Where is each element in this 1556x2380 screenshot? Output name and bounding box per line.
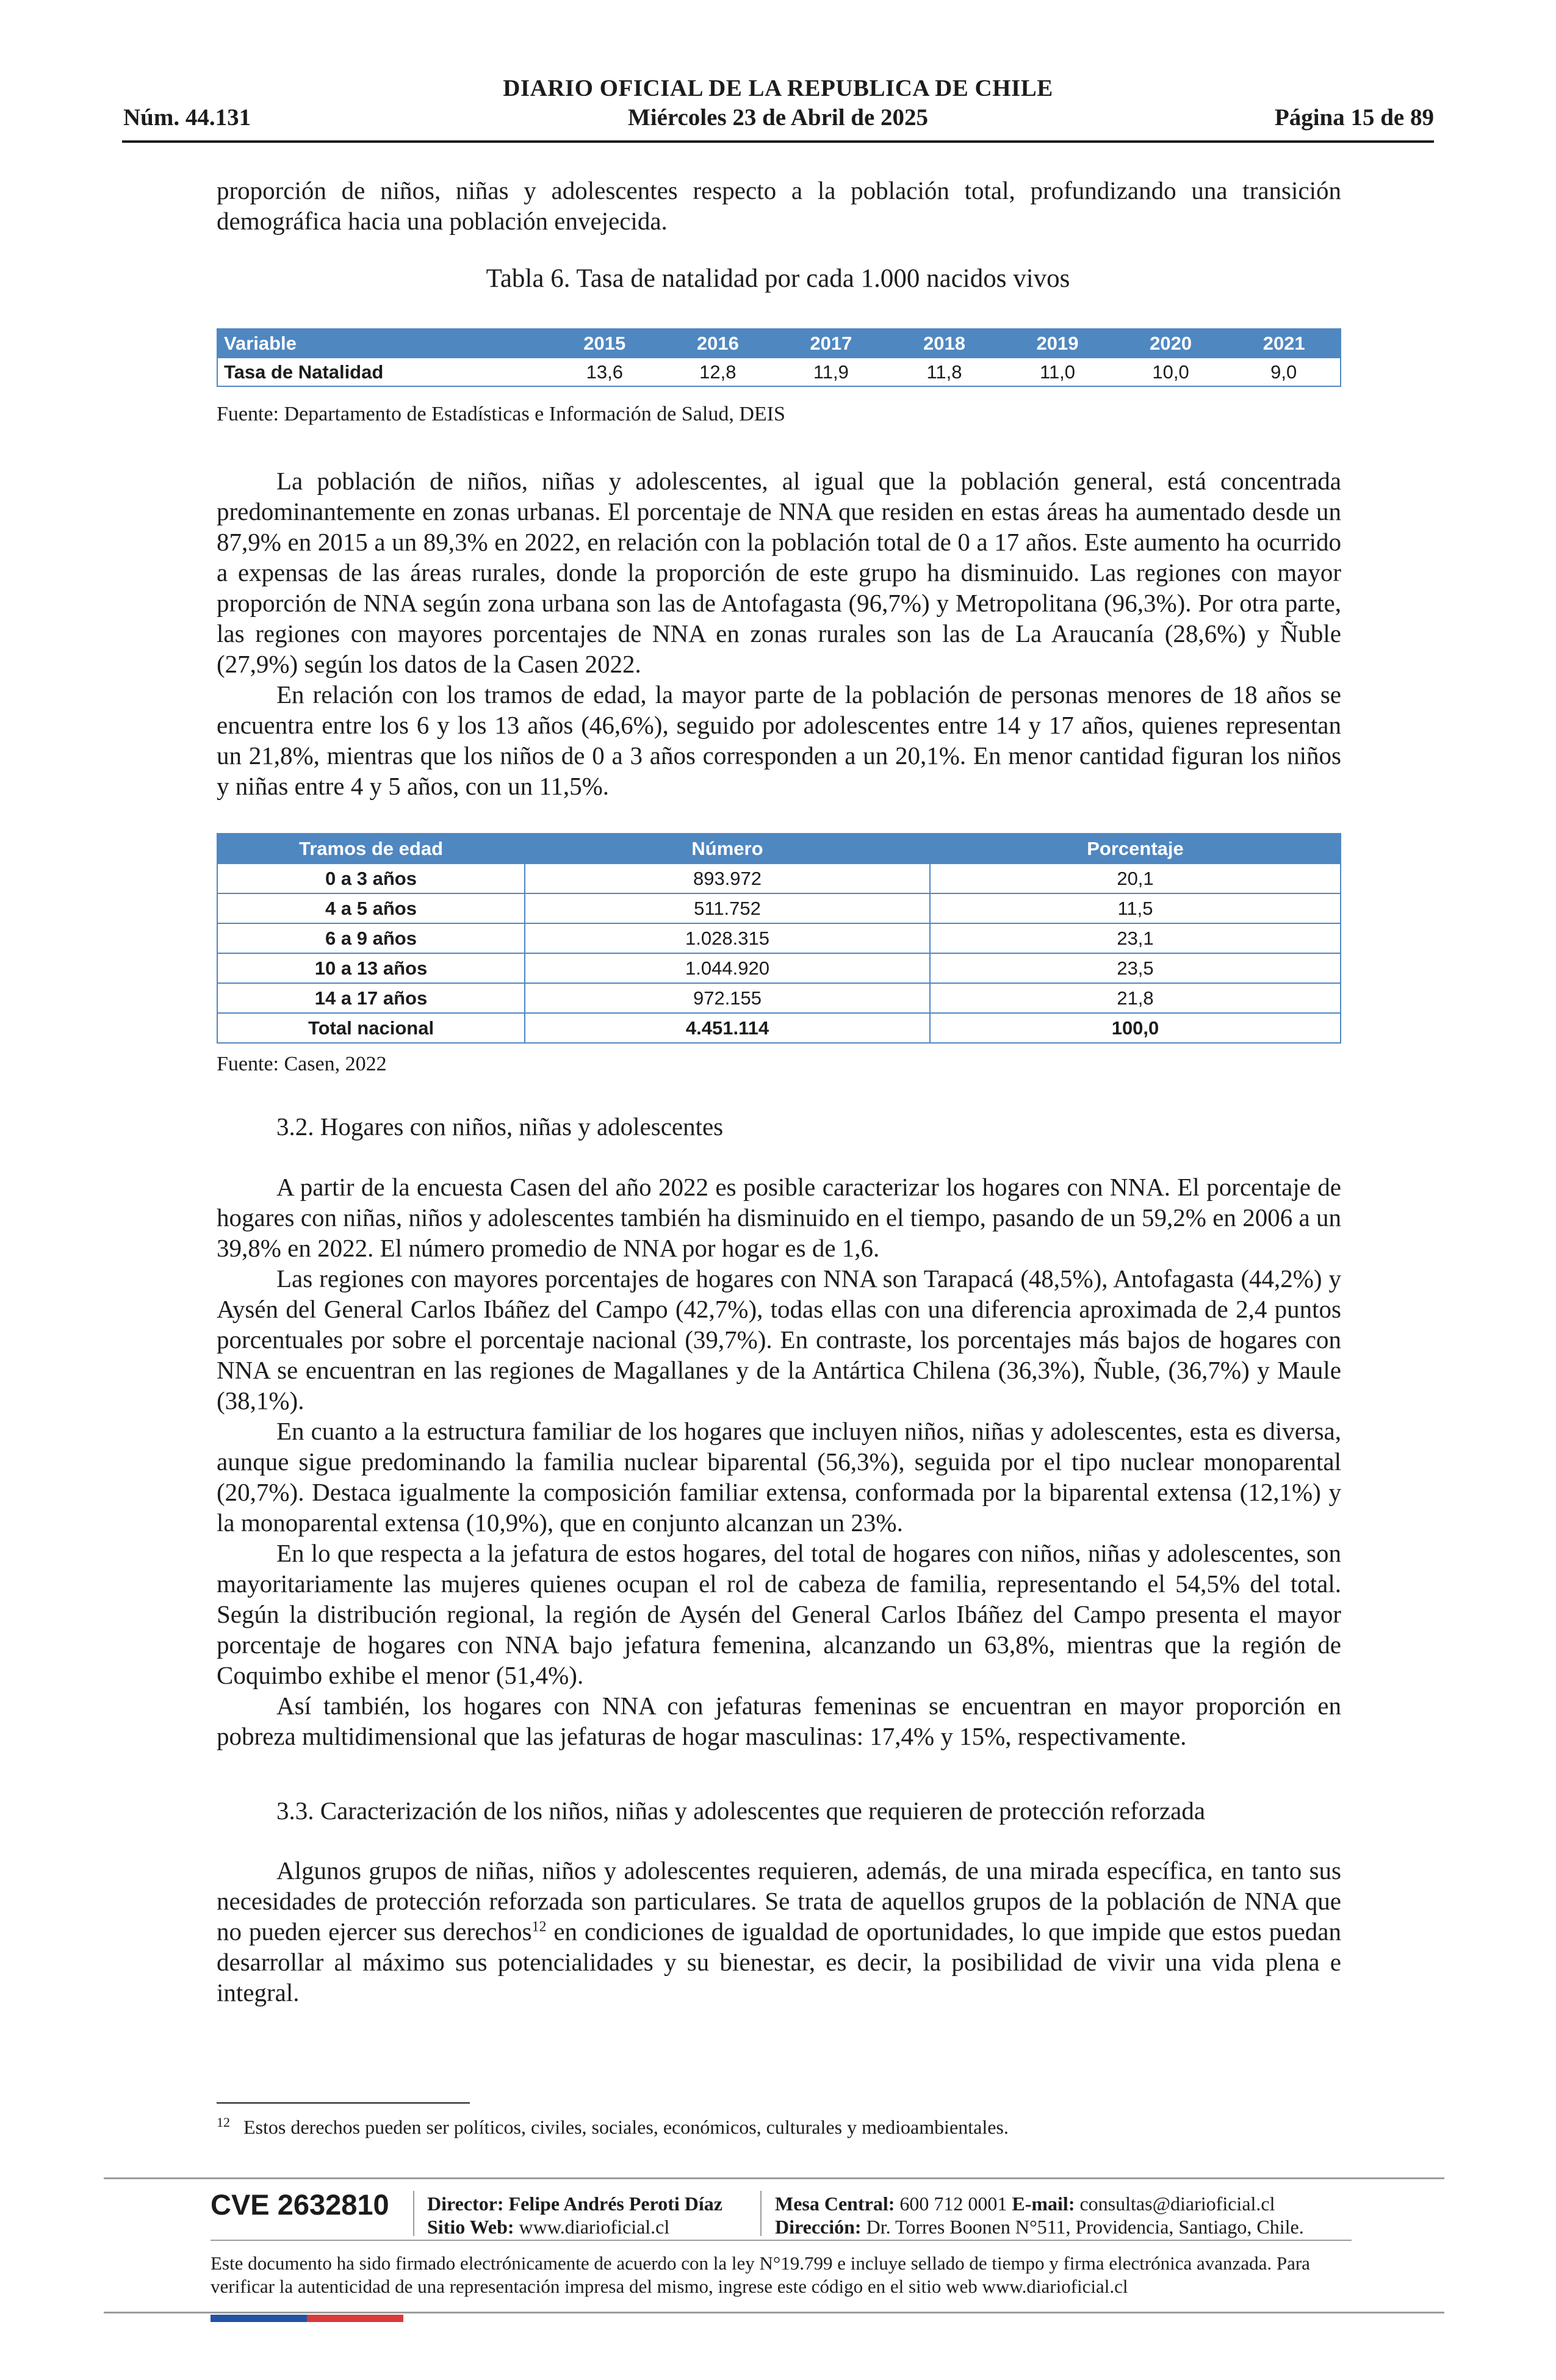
column-header: 2020 (1114, 329, 1228, 358)
table-cell: 9,0 (1227, 358, 1341, 386)
table-row (217, 953, 1341, 983)
footer-separator (413, 2191, 414, 2236)
intro-paragraph: proporción de niños, niñas y adolescentes respecto a la población total, profundizando una transición demográfica hacia una población envejecida. (217, 176, 1341, 235)
paragraph: En cuanto a la estructura familiar de los hogares que incluyen niños, niñas y adolescentes, esta es diversa, aunque sigue predominando la familia nuclear biparental (56,3%), seguida por el tipo nuclear monoparental (20,7%). Destaca igualmente la composición familiar extensa, conformada por la biparental extensa (12,1%) y la monoparental extensa (10,9%), que en conjunto alcanzan un 23%. (217, 1417, 1341, 1537)
paragraph: En lo que respecta a la jefatura de estos hogares, del total de hogares con niños, niñas y adolescentes, son mayoritariamente las mujeres quienes ocupan el rol de cabeza de familia, representando el 54,5% del total. Según la distribución regional, la región de Aysén del General Carlos Ibáñez del Campo presenta el mayor porcentaje de hogares con NNA bajo jefatura femenina, alcanzando un 63,8%, mientras que la región de Coquimbo exhibe el menor (51,4%). (217, 1539, 1341, 1689)
table-cell: 4.451.114 (525, 1013, 930, 1043)
page-number: Página 15 de 89 (1274, 104, 1434, 131)
table-cell: 11,0 (1001, 358, 1114, 386)
column-header: Tramos de edad (217, 834, 525, 864)
footer-divider (211, 2240, 1352, 2241)
column-header: Variable (217, 329, 548, 358)
table-row (217, 983, 1341, 1013)
table-header-row (217, 834, 1341, 864)
table-cell: 23,5 (930, 953, 1341, 983)
table-row (217, 358, 1341, 386)
table-cell: 14 a 17 años (217, 983, 525, 1013)
table-header-row (217, 329, 1341, 358)
column-header: 2021 (1227, 329, 1341, 358)
age-group-table (217, 833, 1341, 1044)
footer-contact-block: Mesa Central: 600 712 0001 E-mail: consultas@diarioficial.cl Dirección: Dr. Torres Boonen N°511, Providencia, Santiago, Chile. (775, 2193, 1304, 2238)
column-header: 2016 (661, 329, 775, 358)
table-cell: 6 a 9 años (217, 923, 525, 953)
body-text-section-c (217, 1855, 1341, 2008)
column-header: 2018 (888, 329, 1001, 358)
table-total-row (217, 1013, 1341, 1043)
footnote-ref[interactable]: 12 (531, 1919, 547, 1935)
footer-divider (104, 2177, 1444, 2179)
table-cell: 100,0 (930, 1013, 1341, 1043)
table-cell: 1.028.315 (525, 923, 930, 953)
column-header: Porcentaje (930, 834, 1341, 864)
table-cell: 0 a 3 años (217, 864, 525, 893)
table-row (217, 864, 1341, 893)
table6-caption: Tabla 6. Tasa de natalidad por cada 1.000 nacidos vivos (486, 264, 1070, 293)
table-cell: 21,8 (930, 983, 1341, 1013)
column-header: 2015 (548, 329, 661, 358)
flag-stripe-blue (211, 2315, 307, 2322)
table6-source: Fuente: Departamento de Estadísticas e Información de Salud, DEIS (217, 403, 785, 425)
footer-director-block: Director: Felipe Andrés Peroti Díaz Sitio Web: www.diarioficial.cl (427, 2193, 722, 2238)
table-row (217, 923, 1341, 953)
newspaper-title: DIARIO OFICIAL DE LA REPUBLICA DE CHILE (503, 75, 1053, 101)
table-cell: 23,1 (930, 923, 1341, 953)
paragraph: A partir de la encuesta Casen del año 2022 es posible caracterizar los hogares con NNA. El porcentaje de hogares con niñas, niños y adolescentes también ha disminuido en el tiempo, pasando de un 59,2% en 2006 a un 39,8% en 2022. El número promedio de NNA por hogar es de 1,6. (217, 1173, 1341, 1262)
paragraph: La población de niños, niñas y adolescentes, al igual que la población general, está concentrada predominantemente en zonas urbanas. El porcentaje de NNA que residen en estas áreas ha aumentado desde un 87,9% en 2015 a un 89,3% en 2022, en relación con la población total de 0 a 17 años. Este aumento ha ocurrido a expensas de las áreas rurales, donde la proporción de este grupo ha disminuido. Las regiones con mayor proporción de NNA según zona urbana son las de Antofagasta (96,7%) y Metropolitana (96,3%). Por otra parte, las regiones con mayores porcentajes de NNA en zonas rurales son las de La Araucanía (28,6%) y Ñuble (27,9%) según los datos de la Casen 2022. (217, 467, 1341, 678)
email-link[interactable]: consultas@diarioficial.cl (1079, 2193, 1275, 2215)
birth-rate-table (217, 328, 1341, 387)
row-label: Tasa de Natalidad (217, 358, 548, 386)
section-heading-3-2: 3.2. Hogares con niños, niñas y adolescentes (276, 1112, 724, 1141)
section-heading-3-3: 3.3. Caracterización de los niños, niñas y adolescentes que requieren de protección reforzada (276, 1797, 1206, 1825)
website-link[interactable]: www.diarioficial.cl (519, 2216, 670, 2238)
table-cell: 10,0 (1114, 358, 1228, 386)
table-cell: 893.972 (525, 864, 930, 893)
body-text-section-a (217, 466, 1341, 801)
column-header: 2017 (774, 329, 888, 358)
table-cell: 972.155 (525, 983, 930, 1013)
table-cell: 11,9 (774, 358, 888, 386)
table-cell: 12,8 (661, 358, 775, 386)
table-cell: Total nacional (217, 1013, 525, 1043)
footnote-divider (217, 2102, 470, 2104)
column-header: Número (525, 834, 930, 864)
paragraph: En relación con los tramos de edad, la mayor parte de la población de personas menores de 18 años se encuentra entre los 6 y los 13 años (46,6%), seguido por adolescentes entre 14 y 17 años, quienes representan un 21,8%, mientras que los niños de 0 a 3 años corresponden a un 20,1%. En menor cantidad figuran los niños y niñas entre 4 y 5 años, con un 11,5%. (217, 680, 1341, 800)
header-divider (122, 140, 1434, 143)
paragraph: Así también, los hogares con NNA con jefaturas femeninas se encuentran en mayor proporción en pobreza multidimensional que las jefaturas de hogar masculinas: 17,4% y 15%, respectivamente. (217, 1692, 1341, 1750)
table-row (217, 893, 1341, 923)
table-cell: 1.044.920 (525, 953, 930, 983)
footer-verification-note: Este documento ha sido firmado electrónicamente de acuerdo con la ley N°19.799 e incluye sellado de tiempo y firma electrónica avanzada. Para verificar la autenticidad de una representación impresa del mismo, ingrese este código en el sitio web www.diarioficial.cl (211, 2252, 1310, 2297)
footnote: $^{12}$ Estos derechos pueden ser políticos, civiles, sociales, económicos, culturales y medioambientales. (217, 2115, 1009, 2138)
age-table-source: Fuente: Casen, 2022 (217, 1053, 387, 1075)
paragraph: Las regiones con mayores porcentajes de hogares con NNA son Tarapacá (48,5%), Antofagasta (44,2%) y Aysén del General Carlos Ibáñez del Campo (42,7%), todas ellas con una diferencia aproximada de 2,4 puntos porcentuales por sobre el porcentaje nacional (39,7%). En contraste, los porcentajes más bajos de hogares con NNA se encuentran en las regiones de Magallanes y de la Antártica Chilena (36,3%), Ñuble, (36,7%) y Maule (38,1%). (217, 1264, 1341, 1415)
footer-divider (104, 2312, 1444, 2313)
table-cell: 13,6 (548, 358, 661, 386)
table-cell: 511.752 (525, 893, 930, 923)
flag-stripe-red (307, 2315, 403, 2322)
issue-number: Núm. 44.131 (123, 104, 251, 131)
cve-code: CVE 2632810 (211, 2188, 389, 2221)
paragraph: Algunos grupos de niñas, niños y adolescentes requieren, además, de una mirada específica, en tanto sus necesidades de protección reforzada son particulares. Se trata de aquellos grupos de la población de NNA que no pueden ejercer sus derechos$^{12}$ en condiciones de igualdad de oportunidades, lo que impide que estos puedan desarrollar al máximo sus potencialidades y su bienestar, es decir, la posibilidad de vivir una vida plena e integral. (217, 1856, 1341, 2007)
table-cell: 11,5 (930, 893, 1341, 923)
table-cell: 20,1 (930, 864, 1341, 893)
table-cell: 10 a 13 años (217, 953, 525, 983)
issue-date: Miércoles 23 de Abril de 2025 (627, 104, 929, 131)
body-text-section-b (217, 1172, 1341, 1751)
table-cell: 4 a 5 años (217, 893, 525, 923)
table-cell: 11,8 (888, 358, 1001, 386)
footer-separator (760, 2191, 762, 2236)
column-header: 2019 (1001, 329, 1114, 358)
